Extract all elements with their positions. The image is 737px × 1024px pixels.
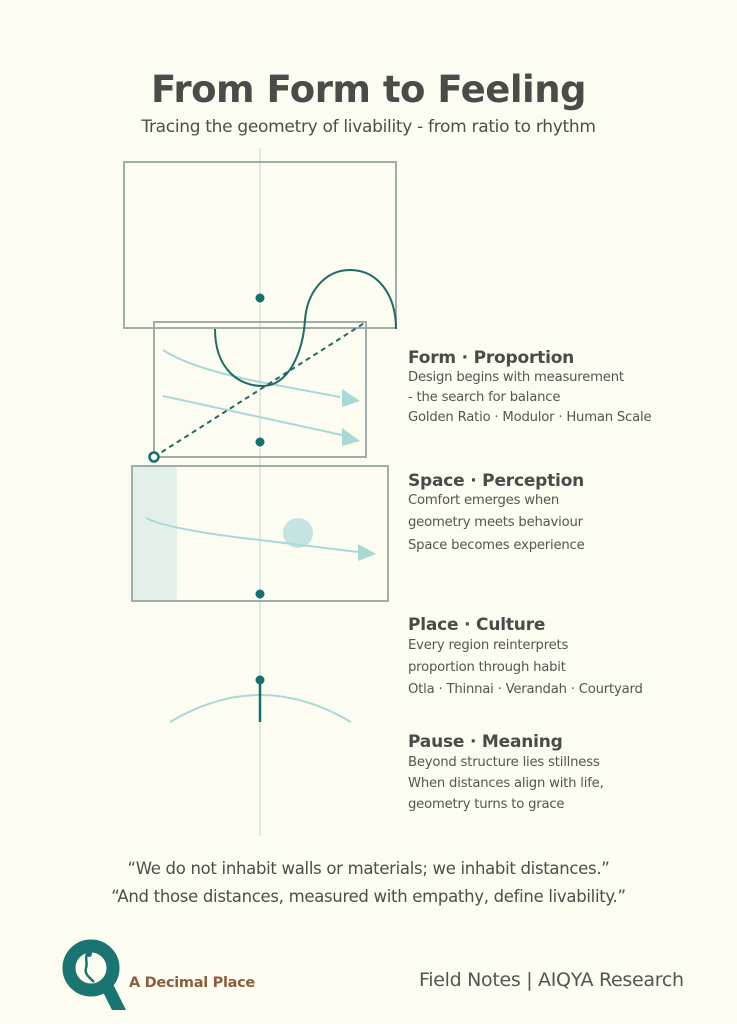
arrowhead-icon xyxy=(358,544,376,561)
node-dot-1 xyxy=(256,294,265,303)
quote-line-2: “And those distances, measured with empathy, define livability.” xyxy=(111,887,626,906)
section-heading: Form · Proportion xyxy=(408,348,575,368)
node-dot-4 xyxy=(256,676,265,685)
space-shaded-band xyxy=(132,466,177,601)
section-line: geometry turns to grace xyxy=(408,797,565,812)
quote-line-1: “We do not inhabit walls or materials; we inhabit distances.” xyxy=(127,859,610,878)
section-line: Design begins with measurement xyxy=(408,370,624,385)
node-dot-2 xyxy=(256,438,265,447)
section-line: Comfort emerges when xyxy=(408,493,560,508)
section-line: proportion through habit xyxy=(408,660,566,675)
section-place-culture xyxy=(408,615,718,702)
section-line: Beyond structure lies stillness xyxy=(408,755,600,770)
page-subtitle: Tracing the geometry of livability - from ratio to rhythm xyxy=(141,117,596,137)
origin-ring-icon xyxy=(150,453,159,462)
flow-arrow-1 xyxy=(163,350,340,397)
page-title: From Form to Feeling xyxy=(150,68,587,111)
section-line: Space becomes experience xyxy=(408,538,585,553)
section-line: Every region reinterprets xyxy=(408,638,569,653)
footer-credit: Field Notes | AIQYA Research xyxy=(419,969,684,991)
section-line: Golden Ratio · Modulor · Human Scale xyxy=(408,410,652,425)
flow-arrow-3 xyxy=(146,518,358,552)
arrowhead-icon xyxy=(342,389,360,407)
section-heading: Place · Culture xyxy=(408,615,546,635)
section-line: geometry meets behaviour xyxy=(408,515,583,530)
section-line: When distances align with life, xyxy=(408,776,604,791)
section-space-perception xyxy=(408,471,718,558)
flow-arrow-2 xyxy=(163,396,342,435)
arrowhead-icon xyxy=(342,428,360,446)
node-dot-3 xyxy=(256,590,265,599)
section-line: Otla · Thinnai · Verandah · Courtyard xyxy=(408,682,643,697)
section-line: - the search for balance xyxy=(408,390,561,405)
brand-name: A Decimal Place xyxy=(129,975,255,991)
section-pause-meaning xyxy=(408,732,718,816)
section-form-proportion xyxy=(408,348,718,428)
q-logo-icon xyxy=(62,938,128,1012)
section-heading: Space · Perception xyxy=(408,471,585,491)
section-heading: Pause · Meaning xyxy=(408,732,563,752)
